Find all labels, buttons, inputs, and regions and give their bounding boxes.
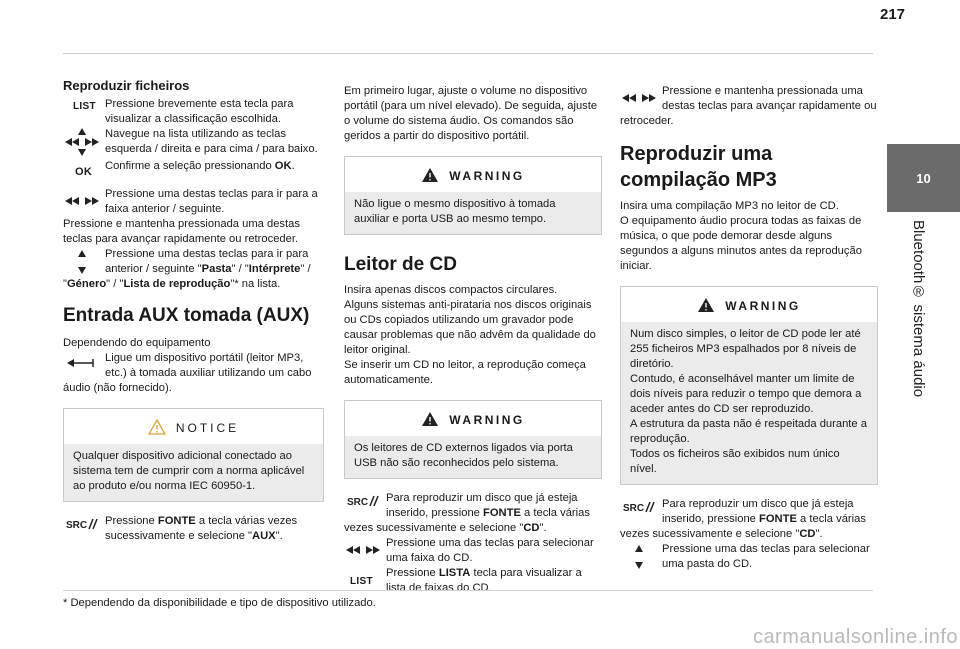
section-title-aux: Entrada AUX tomada (AUX)	[63, 305, 310, 326]
column-2: Em primeiro lugar, ajuste o volume no dispositivo portátil (para um nível elevado). De seguida, ajuste o volume do sistema áudio. Os comandos são geridos a partir do dispositivo portátil. WARNING Não ligue o mesmo dispositivo à tomada auxiliar e porta USB ao mesmo tempo. Leitor de CD Insira apenas discos compactos circulares. Alguns sistemas anti-pirataria nos discos originais ou CDs copiados utilizando um gravador pode causar problemas que não advêm da qualidade do leitor original. Se inserir um CD no leitor, a reprodução começa automaticamente. WARNING Os leitores de CD externos ligados via porta USB não são reconhecidos pelo sistema. SRC Para reproduzir um disco que já esteja inserido, pressione FONTE a tecla várias vezes sucessivamente e selecione "CD". Pressione uma das teclas para selecionar uma faixa do CD. LIST Pressione LISTA tecla para visualizar a lista de faixas do CD.	[344, 84, 602, 596]
list-key-icon: LIST	[73, 101, 96, 112]
instruction-cd-list: LIST Pressione LISTA tecla para visualizar a lista de faixas do CD.	[344, 566, 602, 596]
section-title-mp3: Reproduzir uma compilação MP3	[620, 143, 777, 191]
page-number: 217	[880, 6, 906, 23]
up-down-arrows-icon	[63, 247, 101, 275]
left-right-arrows-icon	[63, 187, 101, 215]
warning-box-1: WARNING Não ligue o mesmo dispositivo à tomada auxiliar e porta USB ao mesmo tempo.	[344, 156, 602, 235]
warning-box-2: WARNING Os leitores de CD externos ligados via porta USB não são reconhecidos pelo sistema.	[344, 400, 602, 479]
instruction-cd-track: Pressione uma das teclas para selecionar uma faixa do CD.	[344, 536, 602, 566]
instruction-source-aux: SRC Pressione FONTE a tecla várias vezes sucessivamente e selecione "AUX".	[63, 514, 324, 544]
svg-text:SRC: SRC	[347, 497, 369, 508]
notice-header: NOTICE	[64, 409, 323, 444]
warning-icon	[697, 297, 715, 313]
instruction-source-cd: SRC Para reproduzir um disco que já esteja inserido, pressione FONTE a tecla várias vezes sucessivamente e selecione "CD".	[344, 492, 590, 534]
notice-warning-icon	[148, 419, 166, 435]
src-key-icon	[63, 514, 101, 538]
warning-box-3: WARNING Num disco simples, o leitor de CD pode ler até 255 ficheiros MP3 espalhados por 8 níveis de diretório. Contudo, é aconselhável manter um limite de dois níveis para reduzir o tempo que demora a aceder antes do CD ser reproduzido. A estrutura da pasta não é respeitada durante a reprodução. Todos os ficheiros são exibidos num único nível.	[620, 286, 878, 485]
notice-box: NOTICE Qualquer dispositivo adicional conectado ao sistema tem de cumprir com a norma aplicável ao produto e/ou norma IEC 60950-1.	[63, 408, 324, 502]
ok-key-icon: OK	[75, 166, 93, 178]
instruction-source-mp3: SRC Para reproduzir um disco que já esteja inserido, pressione FONTE a tecla várias vezes sucessivamente e selecione "CD".	[620, 498, 866, 540]
warning-header-3: WARNING	[621, 287, 877, 322]
chapter-tab	[887, 144, 960, 212]
instruction-up-down: Pressione uma destas teclas para ir para anterior / seguinte "Pasta" / "Intérprete" / "Género" / "Lista de reprodução"* na lista.	[63, 248, 311, 290]
section-title-reproduzir: Reproduzir ficheiros	[63, 78, 190, 93]
section-title-cd: Leitor de CD	[344, 254, 457, 275]
aux-jack-icon	[63, 351, 101, 377]
up-down-arrows-icon	[620, 542, 658, 570]
instruction-navigate: Navegue na lista utilizando as teclas esquerda / direita e para cima / para baixo.	[63, 127, 324, 157]
warning-header-1: WARNING	[345, 157, 601, 192]
footer-divider	[63, 590, 873, 591]
instruction-fast-forward: Pressione e mantenha pressionada uma destas teclas para avançar rapidamente ou retroceder.	[620, 85, 877, 127]
four-way-arrows-icon	[63, 127, 101, 155]
column-1: Reproduzir ficheiros LIST Pressione brevemente esta tecla para visualizar a classificação escolhida. Navegue na lista utilizando as teclas esquerda / direita e para cima / para baixo. OK Confirme a seleção pressionando OK. Pressione uma destas teclas para ir para a faixa anterior / seguinte. Pressione e mantenha pressionada uma destas teclas para avançar rapidamente ou retroceder. Pressione uma destas teclas para ir para anterior / seguinte "Pasta" / "Intérprete" / "Género" / "Lista de reprodução"* na lista. Entrada AUX tomada (AUX) Dependendo do equipamento Ligue um dispositivo portátil (leitor MP3, etc.) à tomada auxiliar utilizando um cabo áudio (não fornecido). NOTICE Qualquer dispositivo adicional conectado ao sistema tem de cumprir com a norma aplicável ao produto e/ou norma IEC 60950-1. SRC Pressione FONTE a tecla várias vezes sucessivamente e selecione "AUX".	[63, 78, 324, 544]
src-key-icon	[344, 491, 382, 515]
svg-text:SRC: SRC	[623, 503, 645, 514]
footnote: * Dependendo da disponibilidade e tipo de dispositivo utilizado.	[63, 597, 376, 609]
warning-icon	[421, 411, 439, 427]
left-right-arrows-icon	[620, 84, 658, 112]
top-divider	[63, 53, 873, 54]
instruction-ok: OK Confirme a seleção pressionando OK.	[63, 159, 324, 174]
warning-icon	[421, 167, 439, 183]
list-key-icon: LIST	[350, 576, 373, 587]
left-right-arrows-icon	[344, 536, 382, 564]
svg-text:SRC: SRC	[66, 520, 88, 531]
instruction-folder: Pressione uma das teclas para selecionar uma pasta do CD.	[620, 542, 878, 572]
chapter-title: Bluetooth® sistema áudio	[910, 220, 927, 398]
chapter-number: 10	[916, 170, 931, 186]
instruction-aux: Ligue um dispositivo portátil (leitor MP3, etc.) à tomada auxiliar utilizando um cabo áudio (não fornecido).	[63, 352, 312, 394]
watermark: carmanualsonline.info	[752, 626, 958, 648]
src-key-icon	[620, 497, 658, 521]
instruction-list: LIST Pressione brevemente esta tecla para visualizar a classificação escolhida.	[63, 97, 324, 127]
instruction-prev-next: Pressione uma destas teclas para ir para a faixa anterior / seguinte.	[63, 187, 324, 217]
warning-header-2: WARNING	[345, 401, 601, 436]
column-3: Pressione e mantenha pressionada uma destas teclas para avançar rapidamente ou retroceder. Reproduzir uma compilação MP3 Insira uma compilação MP3 no leitor de CD. O equipamento áudio procura todas as faixas de música, o que pode demorar desde alguns segundos a alguns minutos antes da reprodução iniciar. WARNING Num disco simples, o leitor de CD pode ler até 255 ficheiros MP3 espalhados por 8 níveis de diretório. Contudo, é aconselhável manter um limite de dois níveis para reduzir o tempo que demora a aceder antes do CD ser reproduzido. A estrutura da pasta não é respeitada durante a reprodução. Todos os ficheiros são exibidos num único nível. SRC Para reproduzir um disco que já esteja inserido, pressione FONTE a tecla várias vezes sucessivamente e selecione "CD". Pressione uma das teclas para selecionar uma pasta do CD.	[620, 85, 877, 570]
